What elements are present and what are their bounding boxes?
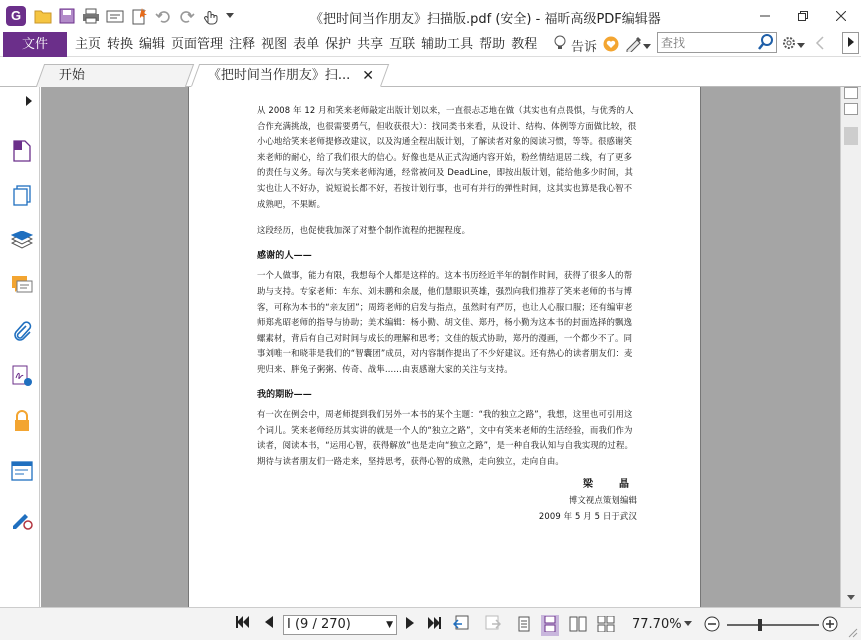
ribbon-scroll-right-button[interactable]	[842, 32, 859, 54]
menu-item-tutorial[interactable]: 教程	[511, 37, 538, 52]
new-document-icon[interactable]	[129, 6, 149, 26]
first-page-icon[interactable]	[236, 615, 250, 632]
chevron-down-icon	[797, 38, 805, 52]
heart-icon[interactable]	[603, 36, 619, 55]
skin-picker[interactable]	[625, 36, 651, 55]
menu-item-home[interactable]: 主页	[75, 37, 102, 52]
menu-item-share[interactable]: 共享	[357, 37, 384, 52]
menu-item-protect[interactable]: 保护	[325, 37, 352, 52]
zoom-dropdown-icon[interactable]	[684, 616, 692, 630]
vertical-scrollbar[interactable]	[840, 87, 861, 607]
zoom-slider-handle[interactable]	[758, 619, 762, 631]
print-icon[interactable]	[81, 6, 101, 26]
paragraph-2: 这段经历，也促使我加深了对整个制作流程的把握程度。	[257, 225, 471, 236]
page-number-field[interactable]	[283, 615, 397, 635]
heading-thanks: 感谢的人——	[257, 250, 312, 261]
customize-toolbar-chevron-down-icon[interactable]	[225, 6, 235, 26]
signature-date: 2009 年 5 月 5 日于武汉	[538, 510, 637, 521]
next-view-icon[interactable]	[483, 615, 501, 634]
security-lock-icon[interactable]	[10, 409, 34, 433]
undo-icon[interactable]	[153, 6, 173, 26]
app-logo[interactable]: G	[6, 6, 26, 26]
scroll-top-button[interactable]	[844, 87, 858, 99]
ribbon-tabs	[72, 32, 540, 57]
document-tab-bar	[0, 58, 861, 87]
tab-start[interactable]	[36, 64, 194, 87]
heading-hopes: 我的期盼——	[257, 389, 312, 400]
save-icon[interactable]	[57, 6, 77, 26]
pdf-page	[188, 87, 701, 607]
tab-document[interactable]	[191, 64, 389, 87]
tell-me-label: 告诉	[571, 39, 598, 55]
chevron-right-icon	[848, 36, 854, 50]
title-bar	[0, 0, 861, 32]
tab-document-label: 《把时间当作朋友》扫...	[207, 68, 351, 83]
document-viewport[interactable]	[41, 87, 840, 607]
menu-item-form[interactable]: 表单	[293, 37, 320, 52]
quick-access-toolbar	[33, 6, 235, 26]
page-navigation-forward	[405, 615, 501, 634]
window-title: 《把时间当作朋友》扫描版.pdf (安全) - 福昕高级PDF编辑器	[310, 12, 661, 27]
expand-panel-icon[interactable]	[26, 95, 32, 109]
page-navigation	[236, 615, 274, 632]
chevron-down-icon	[643, 39, 651, 53]
comments-icon[interactable]	[10, 274, 34, 298]
paragraph-3: 一个人做事，能力有限，我想每个人都是这样的。这本书历经近半年的制作时间，获得了很多人的帮助与支持。专家老师：车东、刘未鹏和余晟，他们慧眼识英雄，强烈向我们推荐了笑来老师的书与博客，可称为本书的“亲友团”；周筠老师的启发与指点，虽然时有严厉，也让人心服口服；还有编审老师郑兆昭老师的指导与协助；美术编辑：杨小勤、胡文佳、郑丹，杨小勤为这本书的封面选择的飘逸螺素材，背后有自己对时间与成长的理解和思考；文佳的版式协助，郑丹的漫画，一个都少不了。同事刘唯一和晓菲是我们的“智囊团”成员，对内容制作提出了不少好建议。还有热心的读者朋友们：麦兜归来、胖兔子粥粥、传奇、战隼……由衷感谢大家的关注与支持。	[257, 270, 633, 374]
minimize-icon[interactable]	[746, 0, 784, 32]
status-bar	[0, 607, 861, 640]
menu-item-convert[interactable]: 转换	[107, 37, 134, 52]
page-dropdown-icon[interactable]: ▼	[386, 620, 393, 630]
page-number-value: I (9 / 270)	[287, 617, 351, 632]
signatures-icon[interactable]	[10, 364, 34, 388]
menu-item-edit[interactable]: 编辑	[139, 37, 166, 52]
settings-menu[interactable]	[781, 35, 805, 54]
redo-icon[interactable]	[177, 6, 197, 26]
scan-icon[interactable]	[105, 6, 125, 26]
hand-tool-icon[interactable]	[201, 6, 221, 26]
zoom-out-icon[interactable]	[704, 616, 720, 635]
previous-view-icon[interactable]	[453, 615, 471, 634]
previous-page-icon[interactable]	[264, 615, 274, 632]
scroll-down-icon[interactable]	[847, 589, 855, 603]
close-icon[interactable]	[822, 0, 860, 32]
layers-icon[interactable]	[10, 229, 34, 253]
ribbon-scroll-left-icon[interactable]	[815, 36, 825, 53]
window-controls	[746, 0, 860, 32]
signature-name: 梁 晶	[583, 479, 637, 491]
lightbulb-icon	[553, 35, 567, 55]
last-page-icon[interactable]	[427, 616, 441, 633]
page-thumbnails-icon[interactable]	[10, 139, 34, 163]
tell-me[interactable]	[553, 36, 597, 54]
certify-icon[interactable]	[10, 507, 34, 531]
scroll-thumb[interactable]	[844, 127, 858, 145]
search-input[interactable]	[658, 33, 754, 52]
menu-item-help[interactable]: 帮助	[479, 37, 506, 52]
zoom-in-icon[interactable]	[822, 616, 838, 635]
next-page-icon[interactable]	[405, 616, 415, 633]
tab-start-label: 开始	[58, 68, 85, 83]
continuous-page-icon[interactable]	[541, 615, 559, 636]
tab-close-icon[interactable]: ✕	[362, 68, 374, 84]
page-layout-buttons	[517, 615, 615, 636]
zoom-level[interactable]: 77.70%	[632, 617, 682, 632]
resize-grip-icon[interactable]	[846, 626, 858, 640]
page-content	[257, 103, 637, 524]
paragraph-1: 从 2008 年 12 月和笑来老师敲定出版计划以来，一直很忐忑地在做（其实也有点畏惧，与优秀的人合作充满挑战，也很需要勇气，但收获很大）：找同类书来看，从设计、结构、体例等方面做比较，很小心地给笑来老师提修改建议，以及沟通全程出版计划，了解读者对象的阅读习惯，等等。很感谢笑来老师的耐心，给了我们很大的信心。好像也是从正式沟通内容开始，粉丝情结退居二线，有了更多的责任与义务。每次与笑来老师沟通，经常被问及 DeadLine，即按出版计划，能给他多少时间，其实也让人不好办，说短说长都不好，若按计划行事，也可有并行的弹性时间，这其实也算是我心智不成熟吧，不果断。	[257, 105, 637, 209]
menu-item-connect[interactable]: 互联	[389, 37, 416, 52]
paragraph-4: 有一次在例会中，周老师提到我们另外一本书的某个主题：“我的独立之路”，我想，这里也可引用这个词儿。笑来老师经历其实讲的就是一个人的“独立之路”，文中有笑来老师的生活经验，而我们作为读者，阅读本书，“运用心智，获得解放”也是走向“独立之路”，是一种自我认知与自我实现的过程。期待与读者朋友们一路走来，坚持思考，获得心智的成熟，走向独立，走向自由。	[257, 409, 634, 466]
navigation-panel	[0, 87, 40, 607]
attachments-icon[interactable]	[10, 319, 34, 343]
search-box	[657, 32, 777, 53]
signature-role: 博文视点策划编辑	[568, 495, 637, 506]
menu-item-accessibility[interactable]: 辅助工具	[421, 37, 474, 52]
menu-item-organize[interactable]: 页面管理	[171, 37, 224, 52]
menu-item-view[interactable]: 视图	[261, 37, 288, 52]
open-folder-icon[interactable]	[33, 6, 53, 26]
menu-item-comment[interactable]: 注释	[229, 37, 256, 52]
restore-icon[interactable]	[784, 0, 822, 32]
file-menu-button[interactable]: 文件	[3, 32, 67, 57]
facing-page-icon[interactable]	[569, 616, 587, 635]
pages-icon[interactable]	[10, 184, 34, 208]
zoom-slider[interactable]	[727, 624, 819, 626]
palette-icon	[625, 36, 643, 55]
gear-icon	[781, 35, 797, 54]
single-page-icon[interactable]	[517, 616, 531, 635]
continuous-facing-icon[interactable]	[597, 616, 615, 635]
search-icon[interactable]	[758, 34, 774, 53]
split-view-button[interactable]	[844, 103, 858, 115]
form-fields-icon[interactable]	[10, 459, 34, 483]
